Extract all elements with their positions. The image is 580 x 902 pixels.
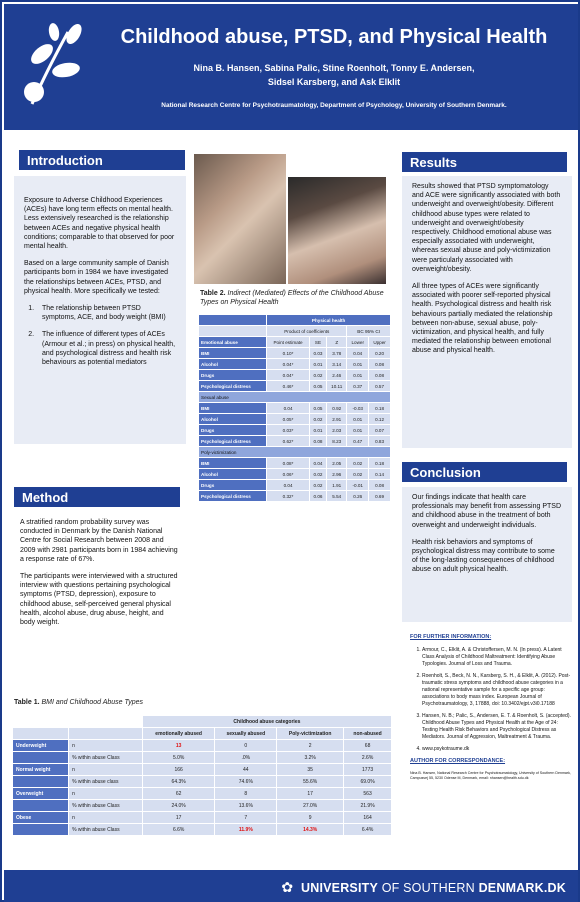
table-row (199, 469, 391, 480)
table-cell: 0.62* (267, 436, 310, 447)
table-row (199, 436, 391, 447)
table-cell: 0.08 (369, 480, 391, 491)
authors-line-2: Sidsel Karsberg, and Ask Elklit (267, 77, 401, 87)
university-logo-icon (12, 12, 92, 122)
table-cell: 2 (277, 740, 344, 752)
table2-row-label: Psychological distress (199, 381, 267, 392)
table2-col-header: SE (309, 337, 326, 348)
table-row (199, 425, 391, 436)
table-cell: 0.12 (369, 414, 391, 425)
conclusion-panel (402, 487, 572, 622)
table-cell: 8 (215, 788, 277, 800)
table-cell: 74.6% (215, 776, 277, 788)
table-cell: 2.05 (327, 458, 347, 469)
references-list (422, 647, 572, 753)
table-cell: 0.01 (309, 359, 326, 370)
table-cell: 6.6% (142, 824, 215, 836)
table-cell: 7 (215, 812, 277, 824)
table-cell: 64.3% (142, 776, 215, 788)
table2-col-group-1: Product of coefficients (267, 326, 347, 337)
table1-row-sublabel: % within abuse class (69, 776, 143, 788)
table1-row-sublabel: % within abuse Class (69, 752, 143, 764)
table-cell: 0.04* (267, 370, 310, 381)
table-cell: 2.6% (344, 752, 392, 764)
table-row (13, 788, 392, 800)
table-row (13, 752, 392, 764)
method-paragraph-2: The participants were interviewed with a structured interview with questions pertaining psychological symptoms (PTSD, depression), exposure to childhood abuse, self-perceived general physical health, alcohol abuse, drug abuse, height, and body weight. (20, 573, 178, 627)
table-cell: 0.08* (267, 458, 310, 469)
footer-dk: DENMARK.DK (478, 881, 566, 895)
table-row (199, 403, 391, 414)
table-row (199, 458, 391, 469)
table-cell: 11.9% (215, 824, 277, 836)
references-section (410, 634, 572, 781)
table-cell: 2.96 (327, 469, 347, 480)
table-row (199, 326, 391, 337)
table-row (199, 370, 391, 381)
table-cell: 0.01 (347, 370, 369, 381)
table-cell: 0.69 (369, 491, 391, 502)
table2-row-label: BMI (199, 348, 267, 359)
table-cell: 35 (277, 764, 344, 776)
table-cell: 9 (277, 812, 344, 824)
table-cell (13, 716, 69, 728)
reference-item: 1. Armour, C., Elklit, A. & Christoffersen, M. N. (In press). A Latent Class Analysis of Childhood Maltreatment: Identifying Abuse Typologies. Journal of Loss and Trauma. (422, 647, 572, 668)
table-cell: 0.18 (369, 458, 391, 469)
sdu-logo-icon: ✿ (281, 879, 294, 895)
table-cell: 0.06 (309, 491, 326, 502)
table-cell: 44 (215, 764, 277, 776)
table-cell: 0.20 (369, 348, 391, 359)
table-cell: 0.05* (267, 414, 310, 425)
poster-title: Childhood abuse, PTSD, and Physical Health (120, 26, 548, 48)
table1-caption-text: BMI and Childhood Abuse Types (41, 699, 144, 706)
table-cell: 0.47 (347, 436, 369, 447)
table-row (199, 381, 391, 392)
table2-col-header: Z (327, 337, 347, 348)
table-cell: 14.3% (277, 824, 344, 836)
reference-item: 3. Hansen, N. B.; Palic, S., Andersen, E. T. & Roenholt, S. (accepted). Childhood Abuse Types and Physical Health at the Age of 24: Testing Health Risk Behaviors and Psychological Distress as Mediators. Journal of Aggression, Maltreatment & Trauma. (422, 713, 572, 741)
table-cell: 0.08 (369, 359, 391, 370)
table1-row-sublabel: n (69, 788, 143, 800)
table1-col-header: Poly-victimization (277, 728, 344, 740)
table-cell: 17 (277, 788, 344, 800)
table2-row-label: Psychological distress (199, 491, 267, 502)
table-cell (199, 315, 267, 326)
reference-item: 2. Roenholt, S., Beck, N. N., Karsberg, S. H., & Elklit, A. (2012). Post-traumatic stress symptoms and childhood abuse categories in a national representative sample for a specific age group: associations to body mass index. European Journal of Psychotraumatology, 3, 17888, doi: 10.3402/ejpt.v3i0.17188 (422, 673, 572, 708)
table-cell: 0.08 (369, 370, 391, 381)
table-row (13, 812, 392, 824)
table-cell: 27.0% (277, 800, 344, 812)
table-cell: 0.05 (309, 381, 326, 392)
table-row (199, 315, 391, 326)
table1-row-label: Underweight (13, 740, 69, 752)
table-cell: 0.03* (267, 425, 310, 436)
intro-paragraph-1: Exposure to Adverse Childhood Experiences (ACEs) have long term effects on mental health. Less extensively researched is the relationship between ACEs and negative physical health conditions; comparable to that observed for poor mental health. (24, 197, 175, 251)
table2-row-label: Drugs (199, 425, 267, 436)
authors-line-1: Nina B. Hansen, Sabina Palic, Stine Roenholt, Tonny E. Andersen, (193, 63, 475, 73)
table2-row-label: Drugs (199, 480, 267, 491)
table-cell: 0.18 (369, 403, 391, 414)
table-cell: 0.04* (267, 359, 310, 370)
references-heading: FOR FURTHER INFORMATION: (410, 634, 492, 640)
table2-row-label: Drugs (199, 370, 267, 381)
table1-col-header: emotionally abused (142, 728, 215, 740)
table-cell: 0.04 (309, 458, 326, 469)
table-cell: -0.01 (347, 480, 369, 491)
table-cell: 0.06* (267, 469, 310, 480)
table-cell: -0.03 (347, 403, 369, 414)
table2-group-label: Emotional abuse (199, 337, 267, 348)
method-paragraph-1: A stratified random probability survey was conducted in Denmark by the Danish National Centre for Social Research between 2008 and 2009 with 2981 participants born in 1984 achieving a response rate of 67%. (20, 519, 178, 563)
header-banner (4, 4, 578, 130)
table1-row-label: Normal weight (13, 764, 69, 776)
table1-row-label: Obese (13, 812, 69, 824)
table2-row-label: Alcohol (199, 359, 267, 370)
table2-group-label: Poly-victimization (199, 447, 391, 458)
table2-row-label: Alcohol (199, 414, 267, 425)
table-cell: 21.9% (344, 800, 392, 812)
table1-caption-label: Table 1. (14, 699, 40, 706)
table-cell: 0.07 (369, 425, 391, 436)
table-cell: 68 (344, 740, 392, 752)
conclusion-paragraph-1: Our findings indicate that health care professionals may benefit from assessing PTSD and childhood abuse in the treatment of both overweight and underweight individuals. (412, 494, 562, 529)
table-cell: 3.2% (277, 752, 344, 764)
table-cell: 0.08 (309, 436, 326, 447)
method-heading: Method (14, 487, 180, 507)
table-cell: 0.83 (369, 436, 391, 447)
results-paragraph-2: All three types of ACEs were significantly associated with poorer self-reported physical health. Psychological distress and health risk behaviours partially mediated the relationship between non-abuse, sexual abuse, poly-victimization, and physical health, and fully mediated the relationship between emotional abuse and physical health. (412, 283, 553, 355)
table-cell: 0.32* (267, 491, 310, 502)
table-cell: 164 (344, 812, 392, 824)
table-row (199, 491, 391, 502)
photo-girl-raised-hand (194, 154, 286, 284)
table1-row-sublabel: % within abuse Class (69, 800, 143, 812)
table-cell: 0.46* (267, 381, 310, 392)
correspondence-heading: AUTHOR FOR CORRESPONDANCE: (410, 758, 506, 764)
table2-mediated-effects (198, 314, 391, 502)
results-panel (402, 176, 572, 448)
table-cell (69, 716, 143, 728)
table-cell: 69.0% (344, 776, 392, 788)
affiliation: National Research Centre for Psychotraumatology, Department of Psychology, University of Southern Denmark. (161, 102, 507, 109)
intro-list (36, 304, 176, 367)
table-cell: 0 (215, 740, 277, 752)
table-cell: .0% (215, 752, 277, 764)
table-row (199, 348, 391, 359)
table-cell: 24.0% (142, 800, 215, 812)
table-cell: 0.92 (327, 403, 347, 414)
table2-caption-label: Table 2. (200, 290, 226, 297)
table-row (13, 728, 392, 740)
table-cell: 3.78 (327, 348, 347, 359)
table-cell: 0.01 (309, 425, 326, 436)
table-cell: 0.02 (309, 480, 326, 491)
table-cell: 0.37 (347, 381, 369, 392)
results-paragraph-1: Results showed that PTSD symptomatology and ACE were significantly associated with both underweight and overweight/obesity. Different childhood abuse types were related to underweight and overweight/obesity respectively. Childhood emotional abuse was especially associated with underweight, whereas sexual abuse and poly-victimization were particularly associated with overweight/obesity. (412, 183, 561, 273)
table-cell (69, 728, 143, 740)
table-cell: 0.02 (309, 370, 326, 381)
table-cell: 0.04 (267, 480, 310, 491)
table-cell: 0.04 (347, 348, 369, 359)
table2-row-label: BMI (199, 458, 267, 469)
table1-row-sublabel: n (69, 764, 143, 776)
table2-col-header: Upper (369, 337, 391, 348)
table2-top-header: Physical health (267, 315, 391, 326)
table1-row-label (13, 776, 69, 788)
table-row (199, 337, 391, 348)
table2-row-label: Psychological distress (199, 436, 267, 447)
table-row (199, 480, 391, 491)
table-cell: 0.05 (309, 403, 326, 414)
table1-row-sublabel: n (69, 740, 143, 752)
intro-paragraph-2: Based on a large community sample of Danish participants born in 1984 we have investigated the relationships between ACEs, PTSD, and physical health. More specifically we tested: (24, 260, 169, 295)
table2-caption-text: Indirect (Mediated) Effects of the Childhood Abuse Types on Physical Health (200, 290, 384, 306)
table-cell: 13.6% (215, 800, 277, 812)
introduction-panel (14, 176, 186, 444)
footer-banner (4, 870, 578, 902)
table2-row-label: BMI (199, 403, 267, 414)
reference-link[interactable]: 4. www.psykotraume.dk (422, 746, 572, 753)
table-cell: 0.04 (267, 403, 310, 414)
table1-col-header: non-abused (344, 728, 392, 740)
table2-group-label: Sexual abuse (199, 392, 391, 403)
table-cell: 10.11 (327, 381, 347, 392)
table-cell: 13 (142, 740, 215, 752)
footer-univ: UNIVERSITY (301, 881, 379, 895)
conclusion-heading: Conclusion (402, 462, 567, 482)
table-cell: 166 (142, 764, 215, 776)
footer-university-name (281, 879, 566, 896)
intro-list-item-2: 2. The influence of different types of ACEs (Armour et al.; in press) on physical health, and psychological distress and health risk behaviours as potential mediators (36, 330, 176, 367)
table-cell: 1.91 (327, 480, 347, 491)
table-cell: 6.4% (344, 824, 392, 836)
table2-col-group-2: BC 95% CI (347, 326, 391, 337)
table-row (13, 740, 392, 752)
table-cell: 0.02 (347, 469, 369, 480)
table-row (199, 392, 391, 403)
table-row (13, 800, 392, 812)
table-row (13, 716, 392, 728)
introduction-heading: Introduction (19, 150, 185, 170)
correspondence-text: Nina B. Hansen, National Research Centre for Psychotraumatology, University of Southern Denmark, Campusvej 55, 5230 Odense M, Denmark, email: nhansen@health.sdu.dk (410, 771, 571, 780)
table-cell: 0.01 (347, 414, 369, 425)
table-row (199, 447, 391, 458)
table-cell: 0.02 (309, 414, 326, 425)
table-cell: 2.91 (327, 414, 347, 425)
table-row (199, 414, 391, 425)
table-cell (13, 728, 69, 740)
table-cell: 563 (344, 788, 392, 800)
table1-row-label: Overweight (13, 788, 69, 800)
table1-bmi-abuse (12, 715, 392, 836)
table-cell (199, 326, 267, 337)
table-cell: 0.03 (309, 348, 326, 359)
table-row (13, 776, 392, 788)
conclusion-paragraph-2: Health risk behaviors and symptoms of psychological distress may contribute to some of the long-lasting consequences of childhood abuse on adult physical health. (412, 538, 555, 574)
table-cell: 1773 (344, 764, 392, 776)
table1-row-label (13, 752, 69, 764)
table1-row-label (13, 824, 69, 836)
table-cell: 0.02 (347, 458, 369, 469)
table2-col-header: Lower (347, 337, 369, 348)
table-cell: 0.57 (369, 381, 391, 392)
table1-row-sublabel: % within abuse Class (69, 824, 143, 836)
method-panel (10, 512, 188, 672)
table-cell: 0.01 (347, 359, 369, 370)
table1-top-header: Childhood abuse categories (142, 716, 391, 728)
table2-col-header: Point estimate (267, 337, 310, 348)
table-cell: 8.23 (327, 436, 347, 447)
table-row (13, 764, 392, 776)
table-cell: 0.02 (309, 469, 326, 480)
table1-row-label (13, 800, 69, 812)
table1-caption (14, 699, 314, 706)
table2-caption (200, 289, 390, 307)
table1-col-header: sexually abused (215, 728, 277, 740)
footer-of: OF SOUTHERN (381, 881, 475, 895)
table-cell: 0.14 (369, 469, 391, 480)
table-cell: 2.46 (327, 370, 347, 381)
table-cell: 0.10* (267, 348, 310, 359)
table-cell: 3.14 (327, 359, 347, 370)
table-cell: 55.6% (277, 776, 344, 788)
table-row (13, 824, 392, 836)
table-cell: 0.26 (347, 491, 369, 502)
table-cell: 5.0% (142, 752, 215, 764)
table1-row-sublabel: n (69, 812, 143, 824)
table-cell: 62 (142, 788, 215, 800)
author-list (104, 61, 564, 89)
table2-row-label: Alcohol (199, 469, 267, 480)
table-cell: 2.03 (327, 425, 347, 436)
table-cell: 5.54 (327, 491, 347, 502)
table-cell: 0.01 (347, 425, 369, 436)
results-heading: Results (402, 152, 567, 172)
table-row (199, 359, 391, 370)
intro-list-item-1: 1. The relationship between PTSD symptoms, ACE, and body weight (BMI) (36, 304, 176, 322)
photo-measuring-tape (288, 177, 386, 284)
table-cell: 17 (142, 812, 215, 824)
